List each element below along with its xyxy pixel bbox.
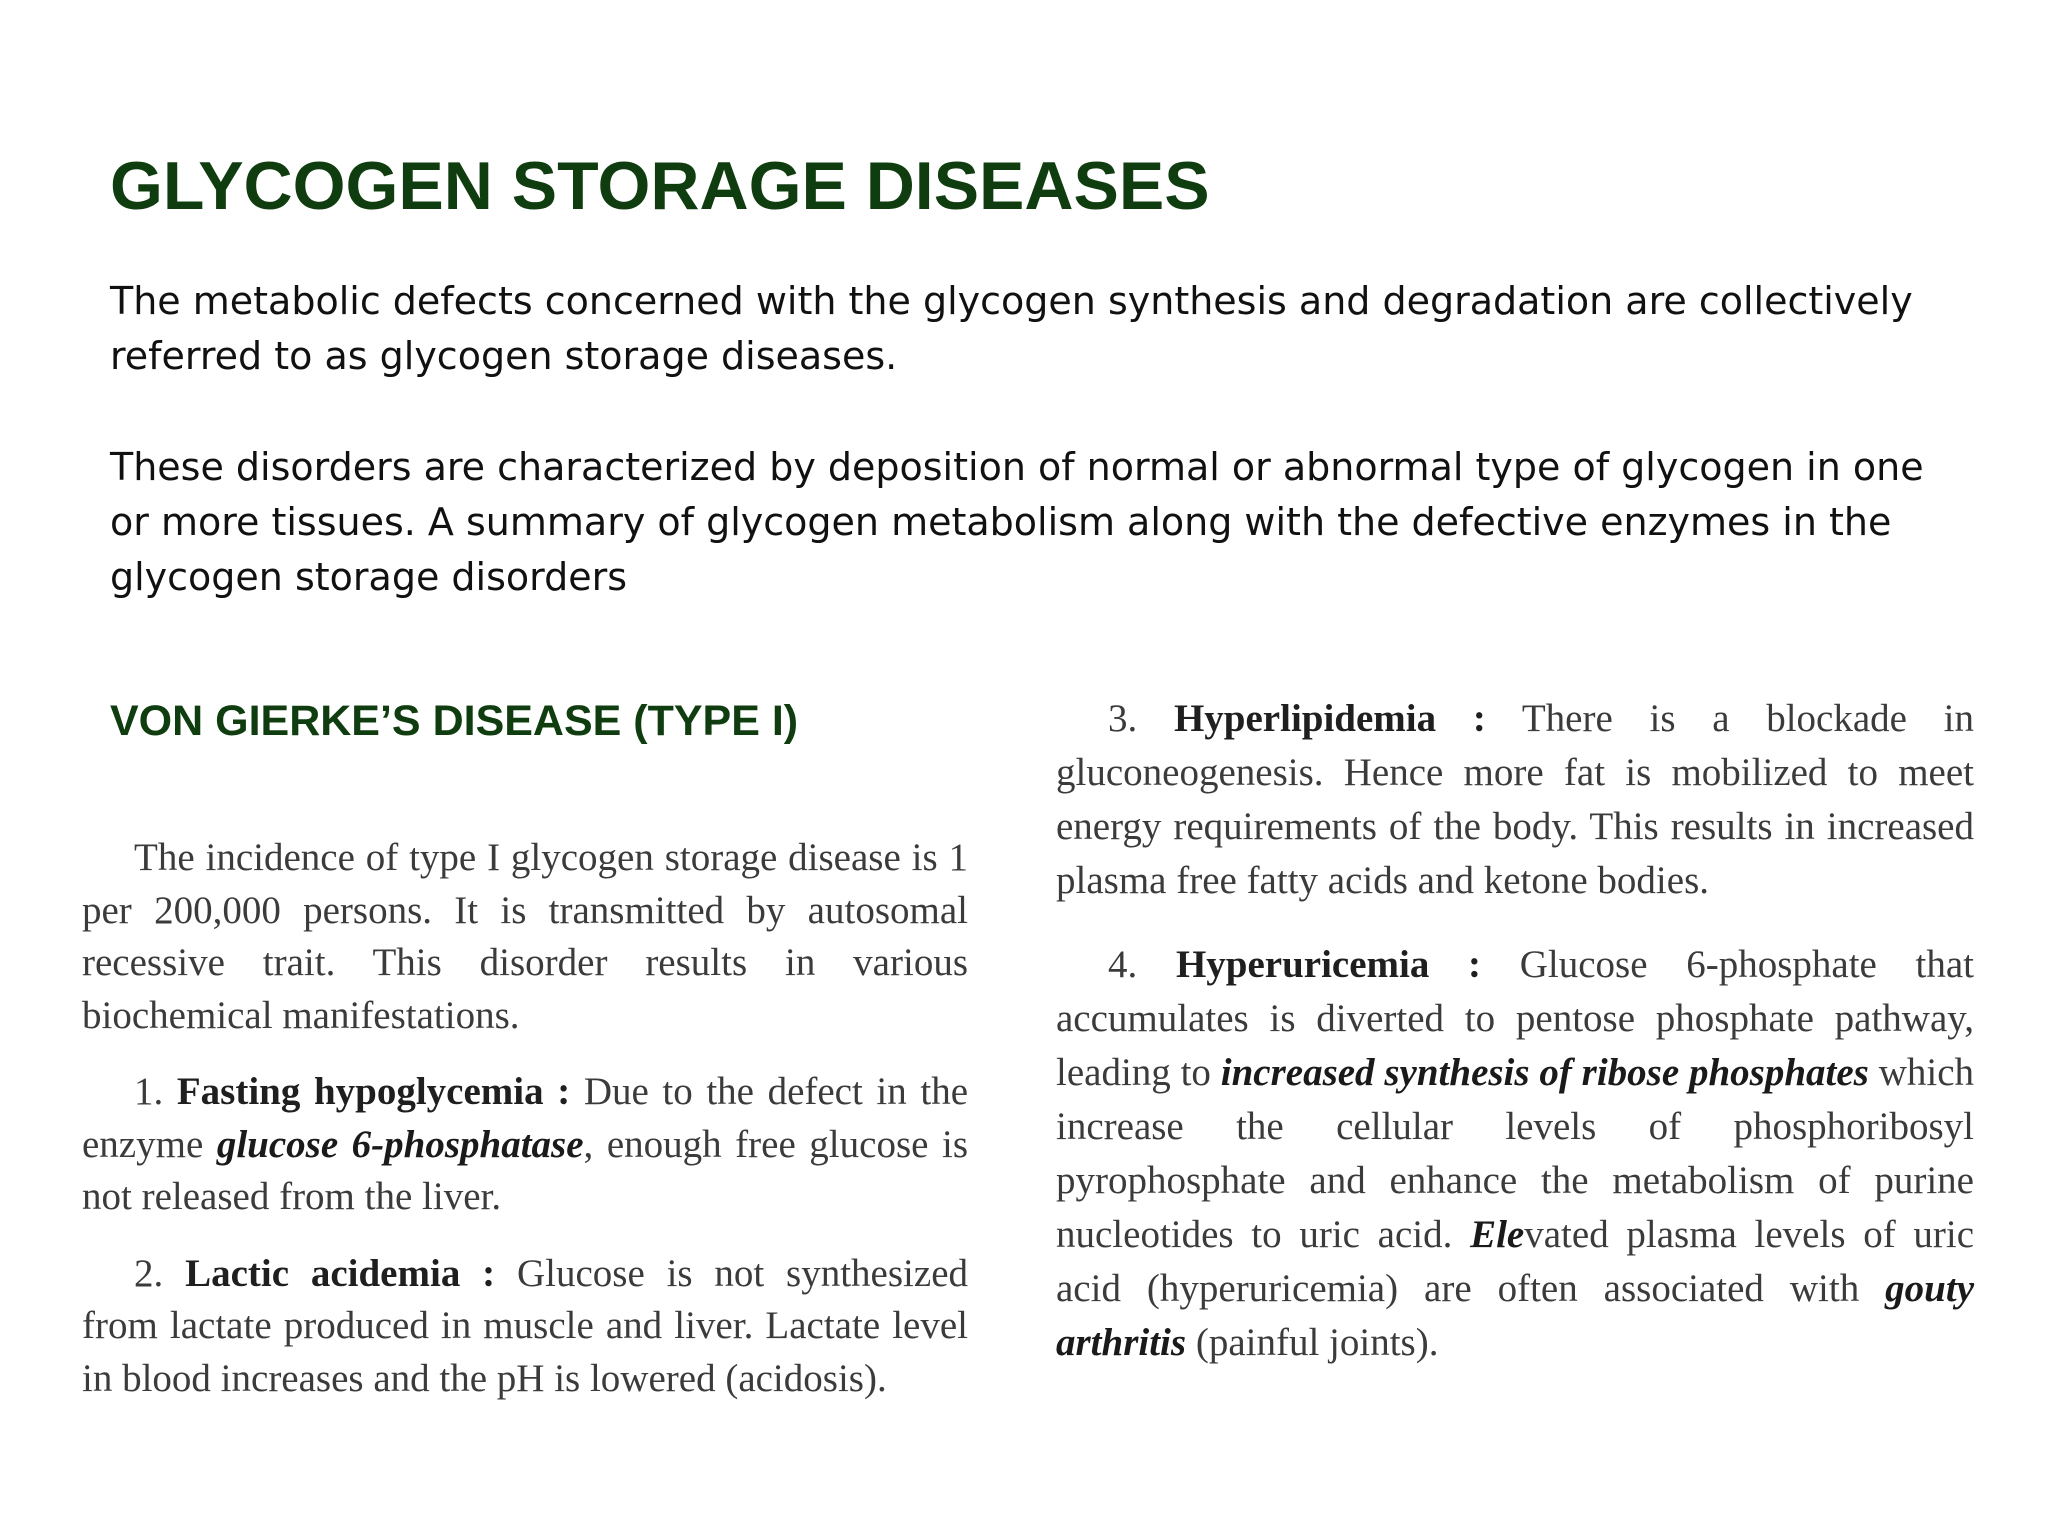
point-term: Hyperlipidemia : — [1173, 697, 1486, 740]
point-text: vated plasma levels of uric acid (hyperuricemia) are often associated with — [1056, 1213, 1975, 1310]
incidence-paragraph: The incidence of type I glycogen storage disease is 1 per 200,000 persons. It is transmitted by autosomal recessive trait. This disorder results in various biochemical manifestations. — [82, 836, 968, 1037]
point-term: Lactic acidemia : — [185, 1251, 496, 1295]
point-text: Due to the defect in the enzyme — [82, 1070, 969, 1166]
point-term: Hyperuricemia : — [1175, 943, 1482, 986]
point-text: Glucose 6-phosphate that accumulates is diverted to pentose phosphate pathway, leading to — [1056, 943, 1975, 1094]
slide-title: GLYCOGEN STORAGE DISEASES — [110, 148, 1210, 224]
intro-paragraph-2: These disorders are characterized by deposition of normal or abnormal type of glycogen in one or more tissues. A summary of glycogen metabolism along with the defective enzymes in the glycogen storage disorders — [110, 445, 1924, 599]
point-text: (painful joints). — [1195, 1321, 1439, 1364]
point-text: Glucose is not synthesized from lactate produced in muscle and liver. Lactate level in blood increases and the pH is lowered (acidosis). — [82, 1251, 969, 1400]
point-term: Fasting hypoglycemia : — [176, 1070, 571, 1113]
section-title: VON GIERKE’S DISEASE (TYPE I) — [110, 697, 799, 745]
point-hyperuricemia — [1056, 938, 1974, 1370]
point-lactic-acidemia — [82, 1248, 968, 1406]
point-emphasis: gouty arthritis — [1056, 1267, 1975, 1364]
point-text: , enough free glucose is not released from the liver. — [82, 1122, 968, 1218]
point-number: 2. — [134, 1251, 164, 1295]
point-number: 4. — [1108, 943, 1138, 986]
intro-paragraph-1: The metabolic defects concerned with the glycogen synthesis and degradation are collectively referred to as glycogen storage diseases. — [110, 279, 1913, 378]
point-emphasis: glucose 6-phosphatase — [216, 1122, 584, 1166]
textbook-excerpt-right — [1056, 692, 1974, 1400]
textbook-excerpt-left — [82, 832, 968, 1429]
point-emphasis: Ele — [1470, 1213, 1525, 1256]
point-hyperlipidemia — [1056, 692, 1974, 908]
point-emphasis: increased synthesis of ribose phosphates — [1220, 1051, 1869, 1094]
point-text: which increase the cellular levels of phosphoribosyl pyrophosphate and enhance the metabolism of purine nucleotides to uric acid. — [1056, 1051, 1974, 1256]
point-fasting-hypoglycemia — [82, 1066, 968, 1224]
point-number: 3. — [1108, 697, 1138, 740]
point-text: There is a blockade in gluconeogenesis. Hence more fat is mobilized to meet energy requirements of the body. This results in increased plasma free fatty acids and ketone bodies. — [1056, 697, 1975, 902]
point-number: 1. — [134, 1070, 164, 1113]
